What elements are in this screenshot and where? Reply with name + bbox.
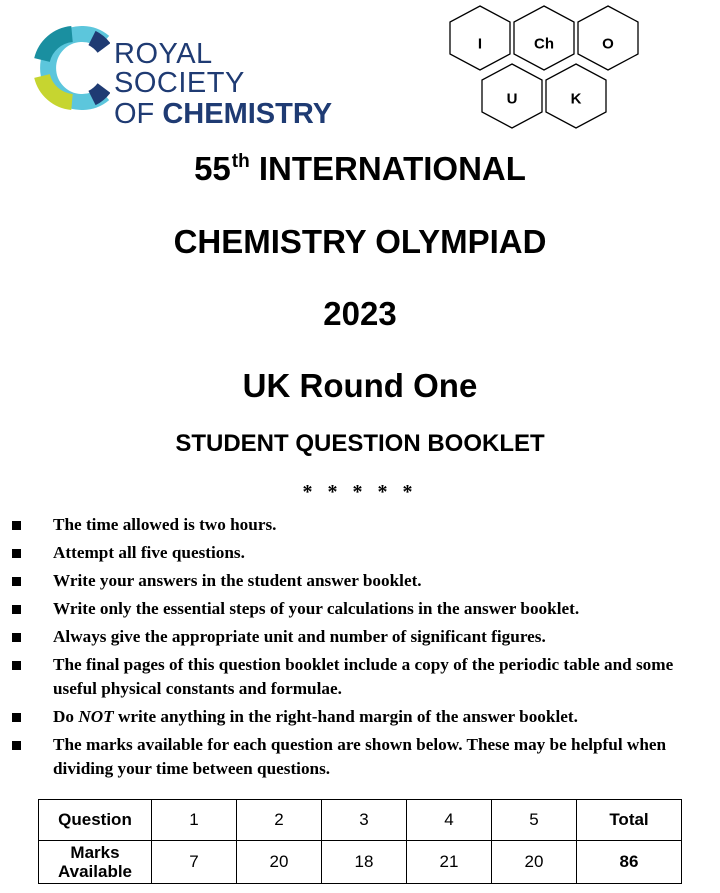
marks-cell: 21 (407, 841, 492, 884)
instructions-list (0, 513, 720, 785)
total-header-cell: Total (577, 800, 682, 841)
bullet-square-icon (12, 549, 21, 558)
hex-label-4: U (506, 90, 518, 108)
hex-label-5: K (570, 90, 582, 108)
hex-label-2: Ch (534, 35, 554, 53)
title-year: 2023 (323, 295, 397, 332)
hex-label-1: I (477, 35, 483, 53)
table-row (39, 800, 682, 841)
list-item: Write only the essential steps of your calculations in the answer booklet. (0, 597, 720, 621)
bullet-square-icon (12, 661, 21, 670)
question-number-cell: 2 (237, 800, 322, 841)
hexagon-grid-icon (446, 2, 646, 136)
hex-label-3: O (602, 35, 614, 53)
question-number-cell: 5 (492, 800, 577, 841)
title-booklet: STUDENT QUESTION BOOKLET (175, 430, 545, 457)
rsc-line1: ROYAL SOCIETY (114, 38, 245, 99)
title-round: UK Round One (242, 367, 478, 404)
bullet-square-icon (12, 741, 21, 750)
list-item: Do NOT write anything in the right-hand margin of the answer booklet. (0, 705, 720, 729)
marks-cell: 18 (322, 841, 407, 884)
marks-cell: 20 (492, 841, 577, 884)
marks-label-cell: Marks Available (39, 841, 152, 884)
question-number-cell: 3 (322, 800, 407, 841)
rsc-wordmark (114, 40, 344, 129)
bullet-square-icon (12, 633, 21, 642)
marks-cell: 20 (237, 841, 322, 884)
total-marks-cell: 86 (577, 841, 682, 884)
rsc-c-emblem-icon (34, 26, 110, 110)
marks-cell: 7 (152, 841, 237, 884)
list-item: The final pages of this question booklet include a copy of the periodic table and some useful physical constants and formulae. (0, 653, 720, 701)
list-item: Write your answers in the student answer booklet. (0, 569, 720, 593)
question-header-cell: Question (39, 800, 152, 841)
list-item: The marks available for each question are shown below. These may be helpful when dividing your time between questions. (0, 733, 720, 781)
bullet-square-icon (12, 605, 21, 614)
question-number-cell: 1 (152, 800, 237, 841)
marks-table (38, 799, 682, 884)
question-number-cell: 4 (407, 800, 492, 841)
title-line1: 55th INTERNATIONAL (194, 150, 526, 187)
list-item: Always give the appropriate unit and number of significant figures. (0, 625, 720, 649)
list-item: The time allowed is two hours. (0, 513, 720, 537)
rsc-logo (34, 26, 344, 130)
rsc-line2: OF CHEMISTRY (114, 98, 333, 130)
bullet-square-icon (12, 713, 21, 722)
table-row (39, 841, 682, 884)
bullet-square-icon (12, 577, 21, 586)
icho-hexagon-logo (446, 2, 646, 136)
separator-stars: * * * * * (302, 481, 418, 503)
title-line2: CHEMISTRY OLYMPIAD (173, 223, 547, 260)
bullet-square-icon (12, 521, 21, 530)
list-item: Attempt all five questions. (0, 541, 720, 565)
